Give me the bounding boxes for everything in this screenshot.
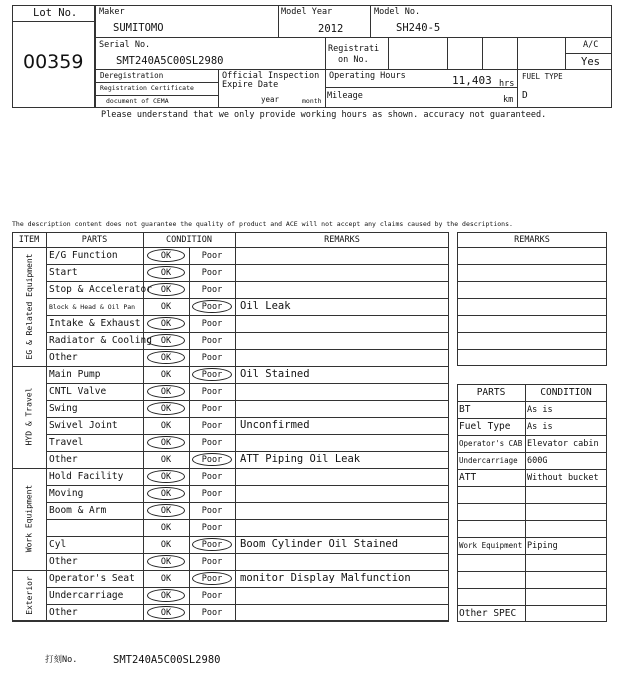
spec-part: Work Equipment xyxy=(459,541,523,550)
condition-poor: Poor xyxy=(201,506,223,516)
model-no-value: SH240-5 xyxy=(396,22,441,34)
group-label: EG & Related Equipment xyxy=(24,253,34,359)
ok-selected-circle xyxy=(147,334,185,347)
spec-condition: Without bucket xyxy=(527,473,599,483)
model-year-label: Model Year xyxy=(281,7,333,17)
part-name: Other xyxy=(49,556,78,567)
condition-poor: Poor xyxy=(201,472,223,482)
condition-ok: OK xyxy=(160,319,172,329)
condition-ok: OK xyxy=(160,540,172,550)
condition-poor: Poor xyxy=(201,591,223,601)
part-name: Start xyxy=(49,267,78,278)
ok-selected-circle xyxy=(147,504,185,517)
poor-selected-circle xyxy=(192,300,232,313)
serial-value: SMT240A5C00SL2980 xyxy=(116,55,224,67)
fuel-type-value: D xyxy=(522,90,528,101)
condition-ok: OK xyxy=(160,404,172,414)
group-label: HYD & Travel xyxy=(24,387,34,446)
part-name: Undercarriage xyxy=(49,590,124,601)
disclaimer-text: The description content does not guarantee the quality of product and ACE will not accept any claims caused by the descriptions. xyxy=(12,220,513,228)
condition-ok: OK xyxy=(160,336,172,346)
part-name: Radiator & Cooling xyxy=(49,335,152,346)
condition-poor: Poor xyxy=(201,370,223,380)
part-name: Boom & Arm xyxy=(49,505,107,516)
condition-poor: Poor xyxy=(201,455,223,465)
remark-text: Oil Leak xyxy=(240,300,291,312)
condition-ok: OK xyxy=(160,421,172,431)
ac-value: Yes xyxy=(581,56,600,68)
poor-selected-circle xyxy=(192,453,232,466)
part-name: Other xyxy=(49,607,78,618)
spec-part: Other SPEC xyxy=(459,608,517,619)
condition-poor: Poor xyxy=(201,540,223,550)
spec-part: BT xyxy=(459,404,471,415)
condition-poor: Poor xyxy=(201,336,223,346)
ok-selected-circle xyxy=(147,555,185,568)
header-condition: CONDITION xyxy=(165,235,213,245)
spec-condition-header: CONDITION xyxy=(540,387,592,398)
group-label: Exterior xyxy=(24,575,34,615)
maker-label: Maker xyxy=(99,7,125,17)
working-hours-note: Please understand that we only provide working hours as shown. accuracy not guaranteed. xyxy=(101,110,547,120)
condition-poor: Poor xyxy=(201,302,223,312)
remark-text: Oil Stained xyxy=(240,368,310,380)
inspection-label: Official Inspection xyxy=(222,71,320,81)
condition-ok: OK xyxy=(160,370,172,380)
ok-selected-circle xyxy=(147,385,185,398)
part-name: CNTL Valve xyxy=(49,386,107,397)
part-name: Stop & Accelerator xyxy=(49,284,152,295)
remark-text: Boom Cylinder Oil Stained xyxy=(240,538,399,550)
condition-ok: OK xyxy=(160,285,172,295)
operating-hours-value: 11,403 xyxy=(452,74,492,87)
inspection-label-2: Expire Date xyxy=(222,80,279,90)
part-name: E/G Function xyxy=(49,250,118,261)
condition-ok: OK xyxy=(160,387,172,397)
spec-part: ATT xyxy=(459,472,477,483)
condition-poor: Poor xyxy=(201,353,223,363)
condition-ok: OK xyxy=(160,489,172,499)
part-name: Main Pump xyxy=(49,369,101,380)
lot-number: 00359 xyxy=(23,51,84,73)
poor-selected-circle xyxy=(192,572,232,585)
operating-hours-label: Operating Hours xyxy=(329,71,406,81)
registration-certificate-label: Registration Certificate xyxy=(100,84,194,92)
lot-label: Lot No. xyxy=(33,7,78,19)
condition-ok: OK xyxy=(160,472,172,482)
condition-poor: Poor xyxy=(201,285,223,295)
condition-poor: Poor xyxy=(201,387,223,397)
registration-label-2: on No. xyxy=(338,55,369,65)
spec-part: Operator's CAB xyxy=(459,439,523,448)
header-item: ITEM xyxy=(18,235,40,245)
condition-ok: OK xyxy=(160,506,172,516)
ok-selected-circle xyxy=(147,266,185,279)
spec-condition: 600G xyxy=(527,456,548,466)
condition-poor: Poor xyxy=(201,251,223,261)
part-name: Cyl xyxy=(49,539,67,550)
maker-value: SUMITOMO xyxy=(113,22,164,34)
serial-label: Serial No. xyxy=(99,40,151,50)
month-label: month xyxy=(302,97,322,105)
part-name: Other xyxy=(49,454,78,465)
part-name: Swing xyxy=(49,403,78,414)
condition-ok: OK xyxy=(160,353,172,363)
condition-poor: Poor xyxy=(201,557,223,567)
condition-poor: Poor xyxy=(201,404,223,414)
part-name: Travel xyxy=(49,437,84,448)
part-name: Operator's Seat xyxy=(49,573,135,584)
part-name: Hold Facility xyxy=(49,471,124,482)
spec-condition: As is xyxy=(527,422,553,432)
group-label: Work Equipment xyxy=(24,484,34,553)
condition-ok: OK xyxy=(160,268,172,278)
part-name: Swivel Joint xyxy=(49,420,118,431)
ok-selected-circle xyxy=(147,249,185,262)
part-name: Other xyxy=(49,352,78,363)
part-name: Moving xyxy=(49,488,84,499)
condition-poor: Poor xyxy=(201,268,223,278)
condition-ok: OK xyxy=(160,557,172,567)
spec-part: Undercarriage xyxy=(459,456,518,465)
condition-poor: Poor xyxy=(201,574,223,584)
ok-selected-circle xyxy=(147,402,185,415)
ok-selected-circle xyxy=(147,351,185,364)
condition-poor: Poor xyxy=(201,319,223,329)
ok-selected-circle xyxy=(147,487,185,500)
model-year-value: 2012 xyxy=(318,23,344,35)
remark-text: monitor Display Malfunction xyxy=(240,572,411,584)
condition-ok: OK xyxy=(160,438,172,448)
condition-ok: OK xyxy=(160,523,172,533)
part-name: Block & Head & Oil Pan xyxy=(49,303,136,311)
remark-text: Unconfirmed xyxy=(240,419,310,431)
remarks-header: REMARKS xyxy=(514,235,550,245)
spec-condition: Elevator cabin xyxy=(527,439,599,449)
condition-poor: Poor xyxy=(201,608,223,618)
header-parts: PARTS xyxy=(81,235,108,245)
ok-selected-circle xyxy=(147,606,185,619)
spec-condition: As is xyxy=(527,405,553,415)
condition-ok: OK xyxy=(160,574,172,584)
stamp-number-label: 打刻No. xyxy=(45,655,78,665)
part-name: Intake & Exhaust xyxy=(49,318,141,329)
remarks-box xyxy=(457,232,607,366)
spec-part: Fuel Type xyxy=(459,421,511,432)
year-label: year xyxy=(261,95,280,104)
condition-ok: OK xyxy=(160,455,172,465)
deregistration-label: Deregistration xyxy=(100,71,164,80)
fuel-type-label: FUEL TYPE xyxy=(522,72,563,81)
condition-poor: Poor xyxy=(201,421,223,431)
condition-ok: OK xyxy=(160,591,172,601)
ok-selected-circle xyxy=(147,317,185,330)
condition-poor: Poor xyxy=(201,489,223,499)
condition-poor: Poor xyxy=(201,438,223,448)
condition-ok: OK xyxy=(160,608,172,618)
model-no-label: Model No. xyxy=(374,7,421,17)
remark-text: ATT Piping Oil Leak xyxy=(240,453,361,465)
ac-label: A/C xyxy=(583,40,599,50)
hrs-label: hrs xyxy=(499,79,515,89)
km-label: km xyxy=(503,95,514,105)
poor-selected-circle xyxy=(192,538,232,551)
ok-selected-circle xyxy=(147,589,185,602)
poor-selected-circle xyxy=(192,368,232,381)
spec-parts-header: PARTS xyxy=(476,387,506,398)
cema-document-label: document of CEMA xyxy=(106,97,169,105)
ok-selected-circle xyxy=(147,283,185,296)
condition-ok: OK xyxy=(160,251,172,261)
mileage-label: Mileage xyxy=(327,91,363,101)
registration-label: Registrati xyxy=(328,44,380,54)
condition-poor: Poor xyxy=(201,523,223,533)
ok-selected-circle xyxy=(147,436,185,449)
condition-ok: OK xyxy=(160,302,172,312)
stamp-number-value: SMT240A5C00SL2980 xyxy=(113,654,221,666)
header-remarks: REMARKS xyxy=(324,235,360,245)
spec-condition: Piping xyxy=(527,541,558,551)
ok-selected-circle xyxy=(147,470,185,483)
